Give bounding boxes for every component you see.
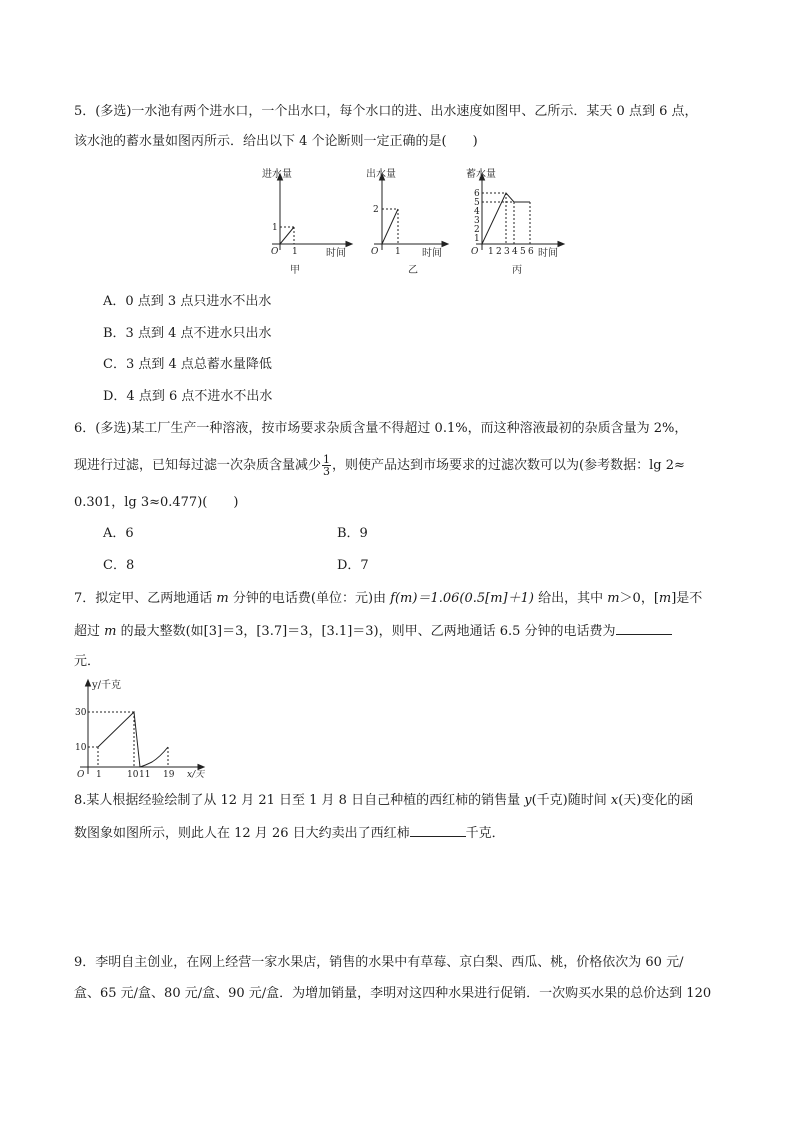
- graph-yi-xtick: 1: [395, 247, 401, 257]
- graph-jia: [258, 166, 354, 284]
- q7-line3: 元．: [74, 654, 101, 669]
- q7-var-m: m: [104, 624, 117, 639]
- graph-bing-ytick-3: 3: [474, 216, 480, 226]
- graph-bing-xtick-3: 3: [504, 247, 510, 257]
- q5-option-c: C．3 点到 4 点总蓄水量降低: [103, 357, 272, 372]
- q6-option-a: A．6: [103, 526, 134, 541]
- graph-bing-origin: O: [471, 247, 479, 257]
- graph-bing-xtick-6: 6: [528, 247, 534, 257]
- graph-q8-xtick-10: 10: [127, 770, 139, 780]
- q7-var-m: m: [607, 591, 620, 606]
- graph-jia-ytick: 1: [272, 223, 278, 233]
- graph-bing-xtick-5: 5: [520, 247, 526, 257]
- q5-line2: 该水池的蓄水量如图丙所示．给出以下 4 个论断则一定正确的是( ): [74, 134, 478, 149]
- q7-line1: [74, 591, 702, 607]
- graph-q8-xlabel: x/天: [187, 770, 205, 780]
- q5-option-b: B．3 点到 4 点不进水只出水: [103, 326, 272, 341]
- q7-formula: f(m)＝1.06(0.5[m]＋1): [390, 591, 534, 606]
- graph-jia-xtick: 1: [292, 247, 298, 257]
- graph-bing-caption: 丙: [512, 265, 522, 276]
- graph-bing-xtick-2: 2: [496, 247, 502, 257]
- q8-line2-text-a: 数图象如图所示，则此人在 12 月 26 日大约卖出了西红柿: [74, 826, 410, 841]
- graph-q8-ytick-10: 10: [75, 743, 87, 753]
- graph-q8-x-arrow: [198, 765, 204, 770]
- q8-var-x: x: [610, 793, 619, 808]
- graph-q8-ytick-30: 30: [75, 708, 87, 718]
- q6-line2: [74, 454, 685, 477]
- graph-jia-x-arrow: [346, 242, 352, 247]
- graph-jia-caption: 甲: [290, 265, 300, 276]
- graph-bing-ytick-1: 1: [474, 234, 480, 244]
- q7-var-m: m: [216, 591, 229, 606]
- q7-var-m: m: [658, 591, 672, 606]
- q7-line2-text-b: 的最大整数(如[3]＝3，[3.7]＝3，[3.1]＝3)，则甲、乙两地通话 6.5 分钟的电话费为: [116, 624, 616, 639]
- q6-fraction: [322, 454, 331, 477]
- q5-line1: 5．(多选)一水池有两个进水口，一个出水口，每个水口的进、出水速度如图甲、乙所示．某天 0 点到 6 点，: [74, 104, 698, 119]
- graph-bing: [462, 166, 566, 284]
- q7-line1-text-b: 分钟的电话费(单位：元)由: [228, 591, 391, 606]
- q6-line3: 0.301，lg 3≈0.477)( ): [74, 495, 239, 510]
- graph-yi-caption: 乙: [408, 265, 418, 276]
- graph-q8-ylabel: y/千克: [92, 680, 122, 691]
- graph-bing-x-arrow: [558, 242, 564, 247]
- q6-option-d: D．7: [337, 558, 369, 573]
- graph-bing-ytick-5: 5: [474, 198, 480, 208]
- graph-yi-ylabel: 出水量: [366, 169, 396, 180]
- q8-line1-text-a: 8.某人根据经验绘制了从 12 月 21 日至 1 月 8 日自己种植的西红柿的销售量: [74, 793, 525, 808]
- q6-fraction-denominator: 3: [323, 465, 331, 478]
- graph-bing-xlabel: 时间: [538, 248, 558, 259]
- q7-line2: [74, 622, 672, 640]
- q7-line1-text-e: ]是不: [671, 591, 703, 606]
- graph-q8-xtick-1: 1: [96, 770, 102, 780]
- graph-bing-ytick-4: 4: [474, 207, 480, 217]
- q6-option-b: B．9: [337, 526, 368, 541]
- q7-line1-text-d: ＞0，[: [619, 591, 659, 606]
- graph-q8-xtick-19: 19: [163, 770, 175, 780]
- graph-q8-y-arrow: [86, 680, 91, 686]
- graph-yi-origin: O: [371, 247, 379, 257]
- graph-bing-ylabel: 蓄水量: [466, 169, 496, 180]
- graph-bing-xtick-4: 4: [512, 247, 518, 257]
- q5-option-d: D．4 点到 6 点不进水不出水: [103, 389, 273, 404]
- graph-jia-line: [280, 227, 294, 244]
- q5-option-a: A．0 点到 3 点只进水不出水: [103, 294, 272, 309]
- graph-bing-ytick-2: 2: [474, 225, 480, 235]
- q8-line1: [74, 793, 693, 809]
- q6-line2-text-a: 现进行过滤，已知每过滤一次杂质含量减少: [74, 458, 322, 473]
- graph-q8-origin: O: [77, 770, 85, 780]
- q7-answer-blank[interactable]: [616, 622, 672, 635]
- graph-q8-curve: [140, 747, 168, 767]
- q8-line1-text-b: (千克)随时间: [531, 793, 611, 808]
- q8-answer-blank[interactable]: [410, 824, 466, 837]
- graph-bing-xtick-1: 1: [488, 247, 494, 257]
- graph-bing-ytick-6: 6: [474, 189, 480, 199]
- q6-fraction-numerator: 1: [323, 453, 331, 466]
- q7-line1-text-c: 给出，其中: [533, 591, 608, 606]
- graph-yi-ytick: 2: [373, 205, 379, 215]
- q7-line2-text-a: 超过: [74, 624, 105, 639]
- q8-line1-text-c: (天)变化的函: [618, 793, 694, 808]
- q6-line2-text-b: ，则使产品达到市场要求的过滤次数可以为(参考数据：lg 2≈: [332, 458, 685, 473]
- q7-line1-text-a: 7．拟定甲、乙两地通话: [74, 591, 217, 606]
- graph-jia-origin: O: [271, 247, 279, 257]
- graph-yi-x-arrow: [442, 242, 448, 247]
- q6-option-c: C．8: [103, 558, 135, 573]
- q8-line2-text-b: 千克．: [465, 826, 505, 841]
- graph-q8-xtick-11: 11: [139, 770, 151, 780]
- graph-jia-xlabel: 时间: [326, 248, 346, 259]
- graph-yi-xlabel: 时间: [422, 248, 442, 259]
- q6-line1: 6．(多选)某工厂生产一种溶液，按市场要求杂质含量不得超过 0.1%，而这种溶液最初的杂质含量为 2%，: [74, 421, 688, 436]
- graph-q8: [74, 676, 214, 782]
- graph-jia-ylabel: 进水量: [262, 169, 292, 180]
- q8-var-y: y: [524, 793, 532, 808]
- q9-line1: 9．李明自主创业，在网上经营一家水果店，销售的水果中有草莓、京白梨、西瓜、桃，价格依次为 60 元/: [74, 955, 684, 970]
- graph-yi-line: [382, 209, 398, 244]
- graph-yi: [360, 166, 456, 284]
- q9-line2: 盒、65 元/盒、80 元/盒、90 元/盒．为增加销量，李明对这四种水果进行促销．一次购买水果的总价达到 120: [74, 986, 712, 1001]
- q8-line2: [74, 824, 505, 842]
